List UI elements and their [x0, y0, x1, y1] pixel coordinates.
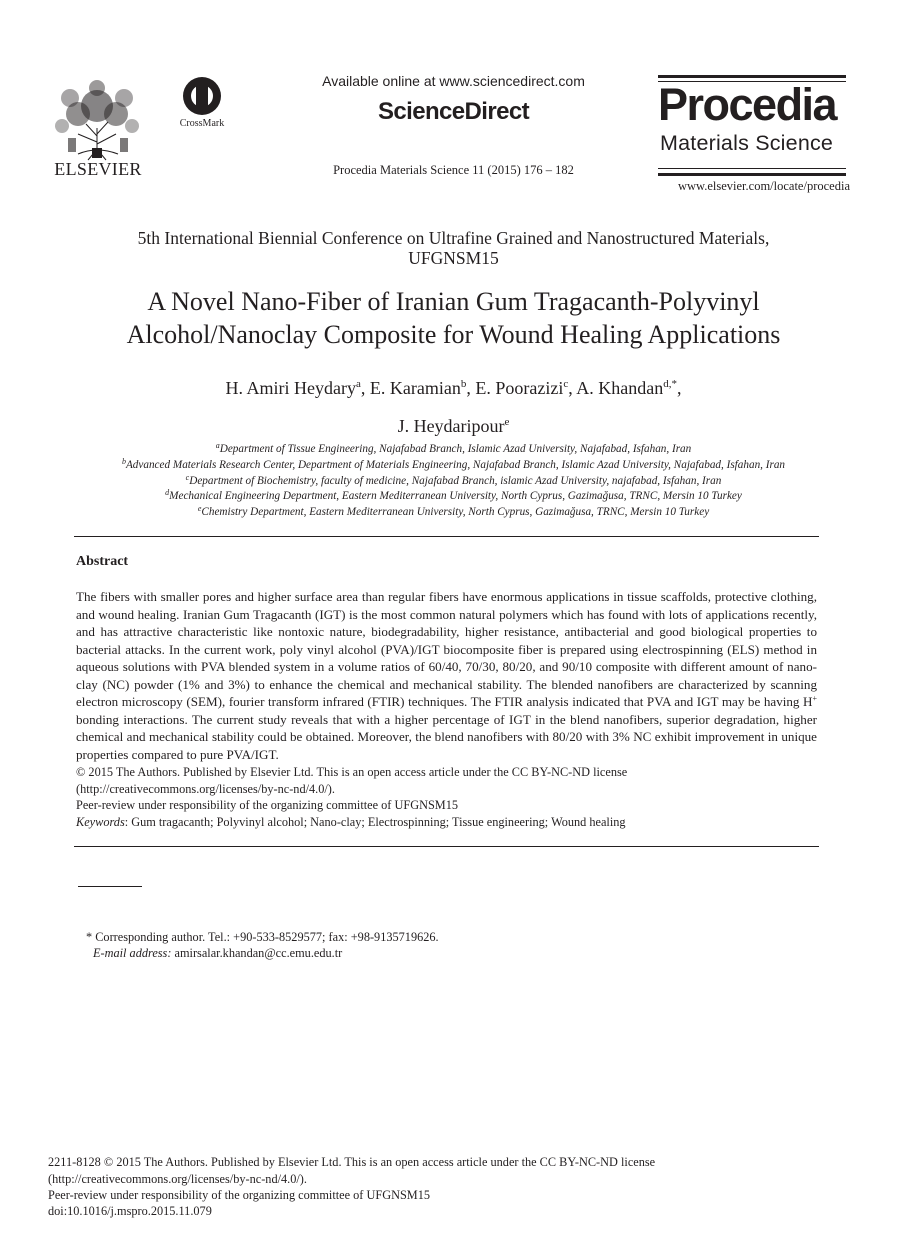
- paper-title: [60, 285, 847, 351]
- author-list: [60, 369, 847, 445]
- author-affiliation-mark: a: [356, 378, 361, 390]
- email-address[interactable]: amirsalar.khandan@cc.emu.edu.tr: [171, 946, 343, 960]
- journal-logo-rule: [658, 173, 846, 176]
- conference-line: UFGNSM15: [408, 248, 499, 268]
- keywords: [76, 814, 817, 831]
- conference-line: 5th International Biennial Conference on Ultrafine Grained and Nanostructured Materials,: [137, 228, 770, 248]
- affiliation-text: Mechanical Engineering Department, Eastern Mediterranean University, North Cyprus, Gazimağusa, TRNC, Mersin 10 Turkey: [169, 490, 742, 503]
- affiliation-mark: b: [121, 456, 126, 466]
- affiliation-mark: c: [185, 472, 190, 482]
- affiliation-text: Department of Biochemistry, faculty of medicine, Najafabad Branch, islamic Azad University, najafabad, Isfahan, Iran: [189, 474, 722, 487]
- author-affiliation-mark: d,*: [663, 378, 677, 390]
- copyright-notice: [76, 764, 817, 798]
- crossmark-label[interactable]: CrossMark: [179, 118, 225, 129]
- journal-reference: Procedia Materials Science 11 (2015) 176 – 182: [333, 163, 574, 177]
- email-label: E-mail address:: [93, 946, 172, 960]
- keywords-list: : Gum tragacanth; Polyvinyl alcohol; Nano-clay; Electrospinning; Tissue engineering; Wound healing: [124, 815, 626, 829]
- author-name: A. Khandan: [576, 378, 664, 398]
- peer-review-note: Peer-review under responsibility of the organizing committee of UFGNSM15: [76, 798, 459, 812]
- abstract-bottom-rule: [74, 846, 819, 847]
- author-affiliation-mark: c: [563, 378, 569, 390]
- footnote-rule: [78, 886, 142, 887]
- keywords-label: Keywords: [76, 815, 125, 829]
- abstract-text: The fibers with smaller pores and higher surface area than regular fibers have enormous applications in tissue scaffolds, protective clothing, and wound healing. Iranian Gum Tragacanth (IGT) is the most common natural polymers which has found with lots of applications recently, and has attractive characteristic like nontoxic nature, biodegradability, higher resistance, antibacterial and good biological properties to bacterial attacks. In the current work, poly vinyl alcohol (PVA)/IGT biocomposite fiber is prepared using electrospinning (ELS) method in aqueous solutions with PVA blended system in a volume ratios of 60/40, 70/30, 80/20, and 90/10 composite with different amount of nano-clay (NC) powder (1% and 3%) to enhance the chemical and mechanical stability. The blended nanofibers are characterized by scanning electron microscopy (SEM), fourier transform infrared (FTIR) techniques. The FTIR analysis indicated that PVA and IGT may be having H: [76, 589, 817, 709]
- author-affiliation-mark: e: [504, 416, 510, 428]
- affiliation-item: [40, 458, 867, 474]
- affiliation-text: Chemistry Department, Eastern Mediterranean University, North Cyprus, Gazimağusa, TRNC, Mersin 10 Turkey: [201, 506, 710, 519]
- email-note: [93, 945, 793, 961]
- affiliation-mark: a: [215, 441, 220, 450]
- elsevier-wordmark: ELSEVIER: [54, 159, 142, 179]
- abstract-text: bonding interactions. The current study reveals that with a higher percentage of IGT in the blend nanofibers, superior degradation, higher chemical and mechanical stability could be obtained. Moreover, the blend nanofibers with 80/20 with 3% NC exhibit improvement in unique properties compared to pure PVA/IGT.: [76, 711, 817, 762]
- author-separator: ,: [466, 378, 476, 398]
- author-separator: ,: [676, 378, 682, 398]
- author-name: E. Poorazizi: [475, 378, 564, 398]
- issn-copyright-line: 2211-8128 © 2015 The Authors. Published by Elsevier Ltd. This is an open access article under the CC BY-NC-ND license: [48, 1155, 656, 1169]
- bottom-peer-review: Peer-review under responsibility of the organizing committee of UFGNSM15: [48, 1188, 431, 1202]
- affiliation-text: Advanced Materials Research Center, Department of Materials Engineering, Najafabad Branch, Islamic Azad University, Najafabad, Isfahan, Iran: [125, 458, 786, 471]
- available-online-link[interactable]: Available online at www.sciencedirect.com: [322, 73, 585, 89]
- title-line: A Novel Nano-Fiber of Iranian Gum Tragacanth-Polyvinyl: [147, 287, 760, 316]
- bottom-license-link[interactable]: (http://creativecommons.org/licenses/by-nc-nd/4.0/).: [48, 1172, 307, 1186]
- journal-logo-rule: [658, 168, 846, 169]
- title-line: Alcohol/Nanoclay Composite for Wound Healing Applications: [126, 320, 781, 349]
- author-separator: ,: [568, 378, 577, 398]
- abstract-body: [76, 588, 817, 763]
- affiliation-list: [40, 442, 867, 521]
- affiliation-item: [40, 505, 867, 521]
- conference-name: [60, 228, 847, 268]
- journal-logo-rule: [658, 75, 846, 78]
- author-name: J. Heydaripour: [397, 416, 505, 436]
- author-name: H. Amiri Heydary: [225, 378, 356, 398]
- doi[interactable]: doi:10.1016/j.mspro.2015.11.079: [48, 1204, 212, 1218]
- author-affiliation-mark: b: [460, 378, 467, 390]
- copyright-line: © 2015 The Authors. Published by Elsevier Ltd. This is an open access article under the CC BY-NC-ND license: [76, 765, 628, 779]
- author-name: E. Karamian: [369, 378, 461, 398]
- journal-logo-name: Procedia: [658, 79, 837, 130]
- affiliation-item: [40, 442, 867, 458]
- journal-url-link[interactable]: www.elsevier.com/locate/procedia: [677, 179, 850, 193]
- license-link[interactable]: (http://creativecommons.org/licenses/by-nc-nd/4.0/).: [76, 782, 335, 796]
- affiliation-item: [40, 489, 867, 505]
- author-line: [60, 369, 847, 407]
- affiliation-mark: e: [197, 504, 202, 514]
- author-line: [60, 407, 847, 445]
- journal-logo-subtitle: Materials Science: [660, 131, 834, 155]
- sciencedirect-brand[interactable]: ScienceDirect: [378, 98, 529, 125]
- corresponding-author-note: * Corresponding author. Tel.: +90-533-8529577; fax: +98-9135719626.: [86, 930, 439, 944]
- abstract-top-rule: [74, 536, 819, 537]
- author-separator: ,: [360, 378, 370, 398]
- affiliation-item: [40, 474, 867, 490]
- affiliation-text: Department of Tissue Engineering, Najafabad Branch, Islamic Azad University, Najafabad, Isfahan, Iran: [219, 443, 692, 455]
- affiliation-mark: d: [165, 488, 170, 498]
- abstract-heading: Abstract: [76, 554, 129, 569]
- abstract-superscript: +: [812, 694, 817, 703]
